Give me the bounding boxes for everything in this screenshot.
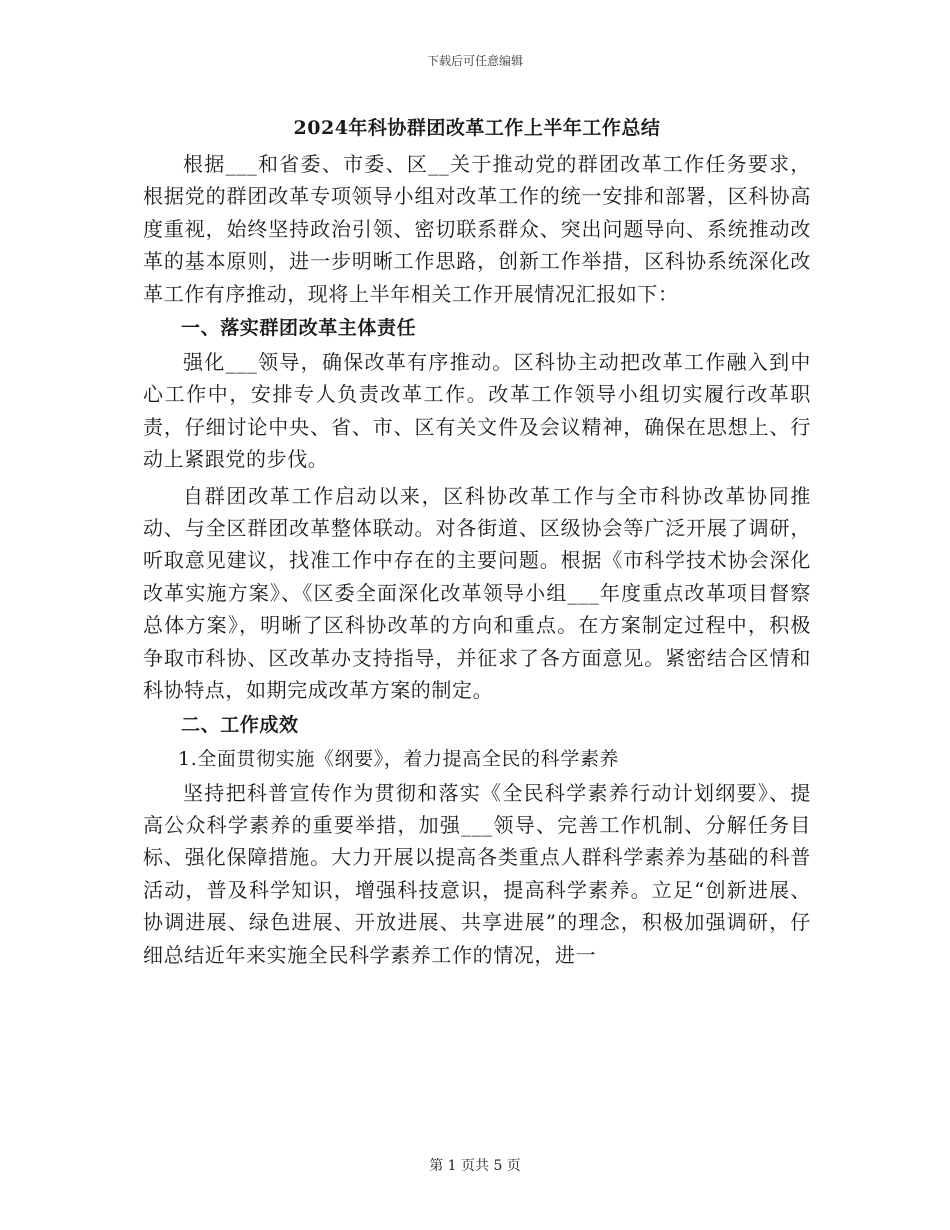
header-note: 下载后可任意编辑 — [426, 54, 523, 68]
section2-heading: 二、工作成效 — [181, 713, 299, 736]
section2-subheading-1: 1.全面贯彻实施《纲要》，着力提高全民的科学素养 — [178, 747, 620, 770]
page-footer: 第 1 页共 5 页 — [429, 1158, 521, 1174]
section1-heading: 一、落实群团改革主体责任 — [181, 317, 417, 340]
section1-paragraph-1: 强化___领导，确保改革有序推动。区科协主动把改革工作融入到中心工作中，安排专人负责改革工作。改革工作领导小组切实履行改革职责，仔细讨论中央、省、市、区有关文件及会议精神，确保在思想上、行动上紧跟党的步伐。 — [143, 350, 811, 472]
document-title: 2024年科协群团改革工作上半年工作总结 — [293, 117, 661, 139]
intro-paragraph: 根据___和省委、市委、区__关于推动党的群团改革工作任务要求，根据党的群团改革专项领导小组对改革工作的统一安排和部署，区科协高度重视，始终坚持政治引领、密切联系群众、突出问题导向、系统推动改革的基本原则，进一步明晰工作思路，创新工作举措，区科协系统深化改革工作有序推动，现将上半年相关工作开展情况汇报如下： — [143, 152, 811, 306]
document-body — [143, 112, 811, 971]
section2-paragraph-1: 坚持把科普宣传作为贯彻和落实《全民科学素养行动计划纲要》、提高公众科学素养的重要举措，加强___领导、完善工作机制、分解任务目标、强化保障措施。大力开展以提高各类重点人群科学素养为基础的科普活动，普及科学知识，增强科技意识，提高科学素养。立足“创新进展、协调进展、绿色进展、开放进展、共享进展”的理念，积极加强调研，仔细总结近年来实施全民科学素养工作的情况，进一 — [143, 780, 811, 967]
section1-paragraph-2: 自群团改革工作启动以来，区科协改革工作与全市科协改革协同推动、与全区群团改革整体联动。对各街道、区级协会等广泛开展了调研，听取意见建议，找准工作中存在的主要问题。根据《市科学技术协会深化改革实施方案》、《区委全面深化改革领导小组___年度重点改革项目督察总体方案》，明晰了区科协改革的方向和重点。在方案制定过程中，积极争取市科协、区改革办支持指导，并征求了各方面意见。紧密结合区情和科协特点，如期完成改革方案的制定。 — [143, 483, 811, 703]
